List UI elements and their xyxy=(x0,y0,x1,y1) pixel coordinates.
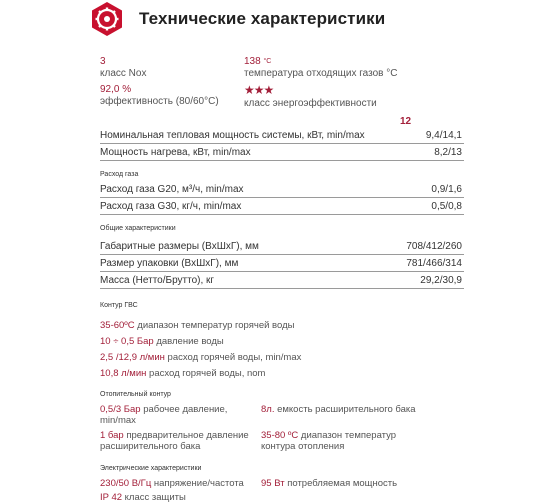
energy-class-stat xyxy=(244,84,377,110)
flue-temp-unit: °C xyxy=(263,58,272,65)
general-section-title: Общие характеристики xyxy=(100,225,176,232)
flue-temp-label: температура отходящих газов °C xyxy=(244,68,398,79)
table-row: Габаритные размеры (ВхШхГ), мм 708/412/260 xyxy=(100,239,464,255)
table-row: Мощность нагрева, кВт, min/max 8,2/13 xyxy=(100,145,464,161)
list-item: 95 Вт потребляемая мощность xyxy=(261,478,398,489)
model-column-header: 12 xyxy=(400,116,412,127)
list-item: 8л. емкость расширительного бака xyxy=(261,404,416,415)
table-row: Размер упаковки (ВхШхГ), мм 781/466/314 xyxy=(100,256,464,272)
list-item: 0,5/3 Бар рабочее давление, min/max xyxy=(100,404,228,426)
list-item: 1 бар предварительное давление расширительного бака xyxy=(100,430,249,452)
gear-shield-logo-icon xyxy=(89,1,125,37)
header xyxy=(89,4,385,34)
table-row: Расход газа G20, м³/ч, min/max 0,9/1,6 xyxy=(100,182,464,198)
list-item: IP 42 класс защиты xyxy=(100,492,186,503)
list-item: 35-60ºС диапазон температур горячей воды xyxy=(100,320,295,331)
nox-label: класс Nox xyxy=(100,68,147,79)
flue-temp-value: 138 xyxy=(244,56,261,67)
heating-section-title: Отопительный контур xyxy=(100,391,171,398)
page-title: Технические характеристики xyxy=(139,9,386,28)
energy-class-label: класс энергоэффективности xyxy=(244,98,377,109)
table-row: Масса (Нетто/Брутто), кг 29,2/30,9 xyxy=(100,273,464,289)
list-item: 10,8 л/мин расход горячей воды, nom xyxy=(100,368,266,379)
flue-temp-stat xyxy=(244,56,397,80)
electric-section-title: Электрические характеристики xyxy=(100,465,202,472)
efficiency-label: эффективность (80/60°C) xyxy=(100,96,219,107)
list-item: 10 ÷ 0,5 Бар давление воды xyxy=(100,336,224,347)
efficiency-stat xyxy=(100,84,219,108)
table-row: Номинальная тепловая мощность системы, кВт, min/max 9,4/14,1 xyxy=(100,128,464,144)
energy-stars-icon: ★★★ xyxy=(244,83,274,97)
nox-stat xyxy=(100,56,146,80)
list-item: 2,5 /12,9 л/мин расход горячей воды, min/max xyxy=(100,352,302,363)
dhw-section-title: Контур ГВС xyxy=(100,302,138,309)
nox-value: 3 xyxy=(100,56,106,67)
table-row: Расход газа G30, кг/ч, min/max 0,5/0,8 xyxy=(100,199,464,215)
list-item: 230/50 В/Гц напряжение/частота xyxy=(100,478,244,489)
gas-section-title: Расход газа xyxy=(100,171,139,178)
efficiency-value: 92,0 % xyxy=(100,84,132,95)
list-item: 35-80 ºС диапазон температур контура отопления xyxy=(261,430,397,452)
